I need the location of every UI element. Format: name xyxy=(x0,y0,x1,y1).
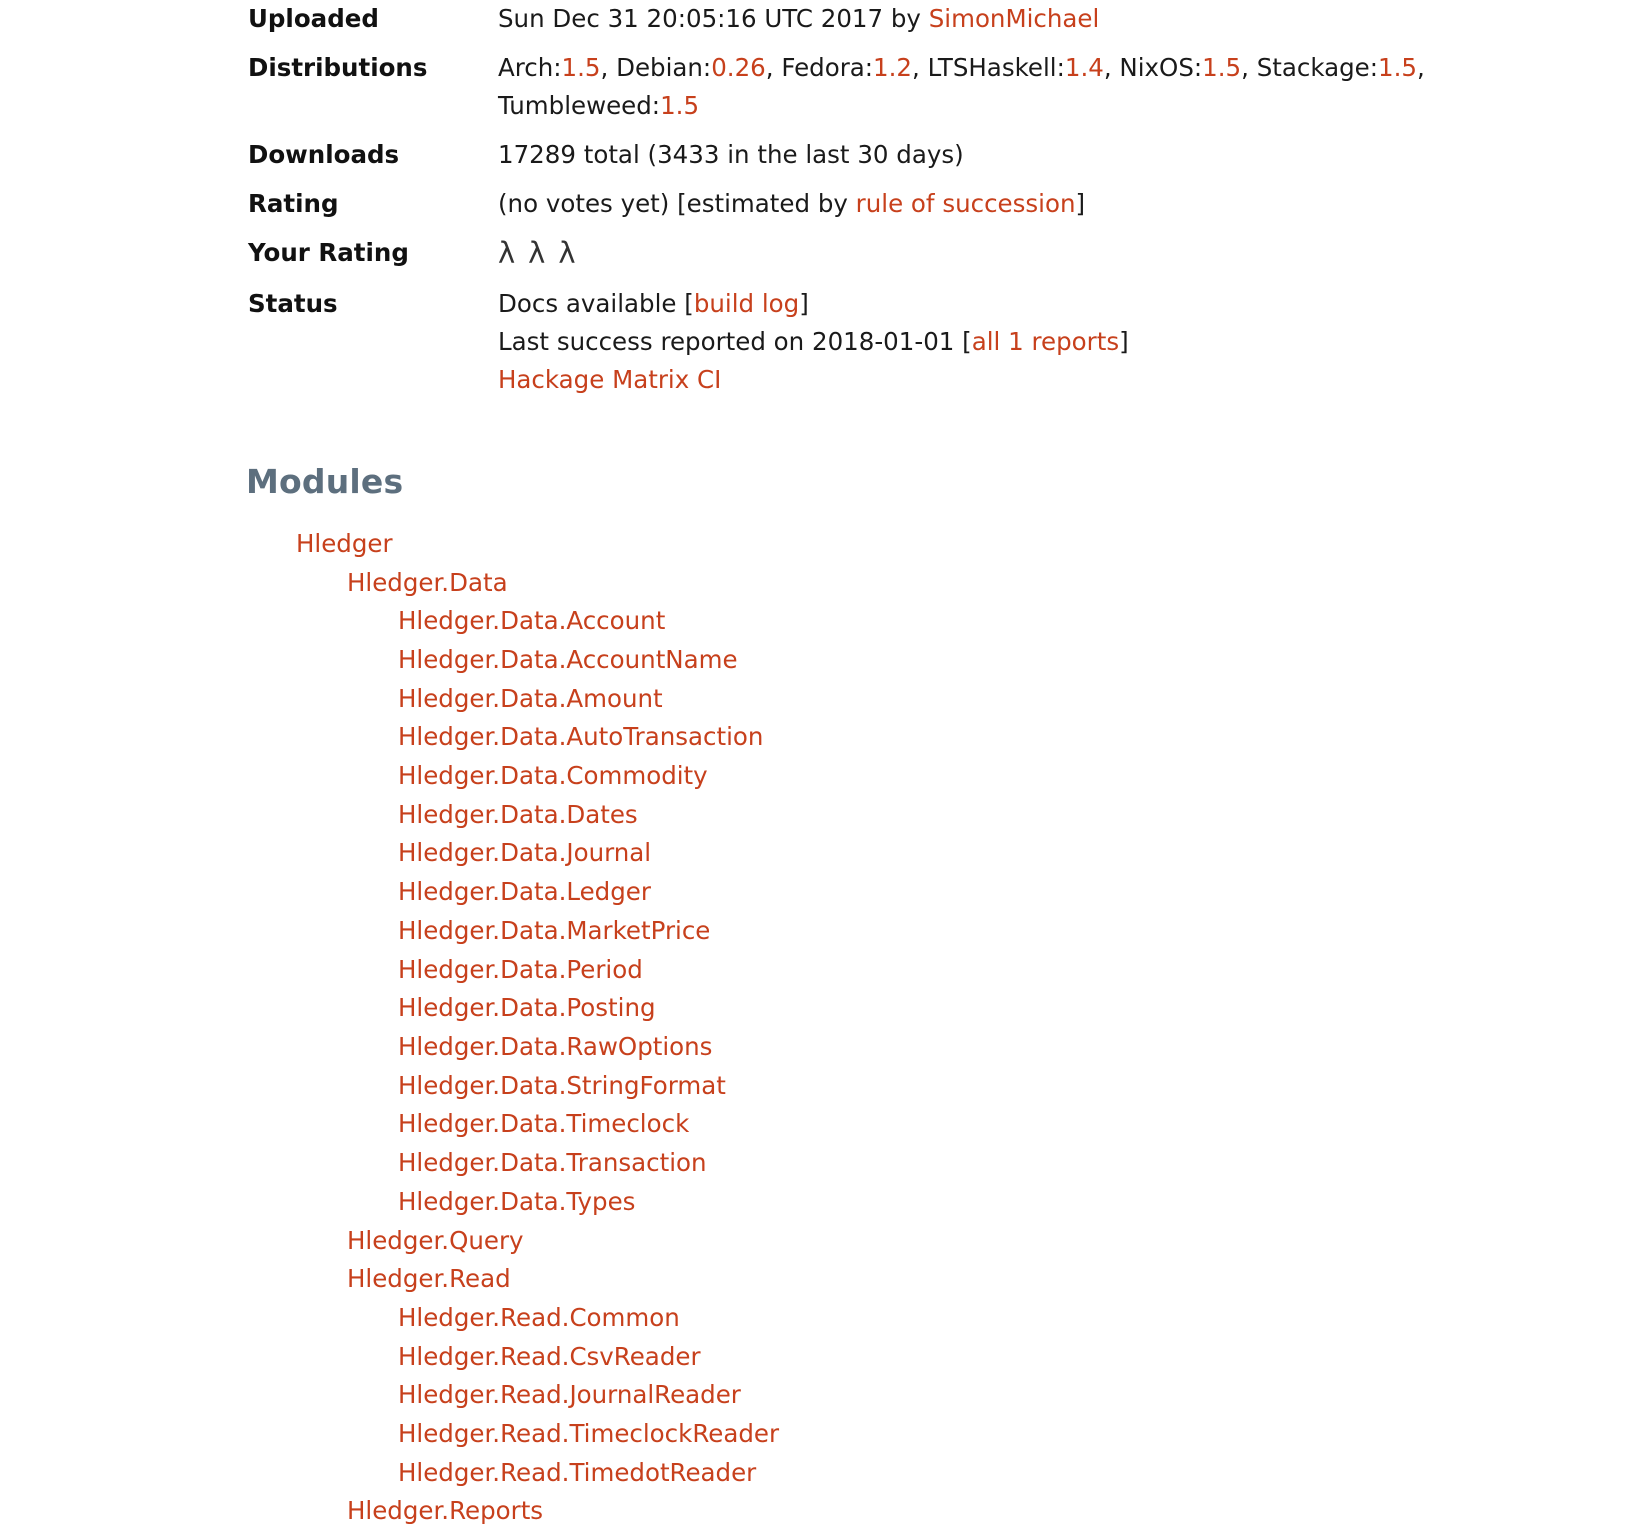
module-item xyxy=(398,602,1639,641)
module-item xyxy=(398,834,1639,873)
module-link-hledger-data-stringformat[interactable]: Hledger.Data.StringFormat xyxy=(398,1070,726,1100)
status-docs-line xyxy=(498,285,1588,323)
module-item xyxy=(398,718,1639,757)
dist-arch-version[interactable]: 1.5 xyxy=(561,52,601,82)
value-your-rating xyxy=(498,234,1588,285)
modules-heading: Modules xyxy=(246,461,404,501)
package-properties-table xyxy=(248,0,1588,410)
label-uploaded: Uploaded xyxy=(248,4,379,33)
modules-children-hledger xyxy=(296,564,1639,1531)
status-reports-after: ] xyxy=(1119,326,1129,356)
module-item-hledger-read xyxy=(347,1260,1639,1492)
label-distributions: Distributions xyxy=(248,52,428,82)
module-item xyxy=(398,1105,1639,1144)
module-link-hledger-data-posting[interactable]: Hledger.Data.Posting xyxy=(398,993,656,1023)
row-rating xyxy=(248,185,1588,234)
value-rating xyxy=(498,185,1588,234)
rating-stars xyxy=(498,234,589,271)
status-docs-after: ] xyxy=(799,288,809,318)
value-distributions xyxy=(498,49,1588,136)
uploader-link[interactable]: SimonMichael xyxy=(928,4,1100,33)
module-link-hledger-data-accountname[interactable]: Hledger.Data.AccountName xyxy=(398,644,738,674)
value-downloads: 17289 total (3433 in the last 30 days) xyxy=(498,139,964,169)
module-item-hledger-query xyxy=(347,1222,1639,1261)
dist-tumbleweed-name: Tumbleweed: xyxy=(498,90,661,120)
status-reports-before: Last success reported on 2018-01-01 [ xyxy=(498,326,972,356)
module-link-hledger-data-timeclock[interactable]: Hledger.Data.Timeclock xyxy=(398,1109,690,1139)
properties-body xyxy=(248,0,1588,410)
module-item xyxy=(398,1376,1639,1415)
dist-nixos-name: NixOS: xyxy=(1119,52,1203,82)
uploaded-text: Sun Dec 31 20:05:16 UTC 2017 by xyxy=(498,4,929,33)
module-item xyxy=(398,1067,1639,1106)
module-item-hledger-reports xyxy=(347,1492,1639,1531)
module-item xyxy=(398,1338,1639,1377)
module-link-hledger-read[interactable]: Hledger.Read xyxy=(347,1264,511,1294)
dist-sep-5: , xyxy=(1416,52,1425,82)
label-rating: Rating xyxy=(248,188,339,218)
module-item xyxy=(398,1415,1639,1454)
module-link-hledger-reports[interactable]: Hledger.Reports xyxy=(347,1496,544,1526)
row-uploaded xyxy=(248,0,1588,49)
module-item xyxy=(398,680,1639,719)
status-matrix-line xyxy=(498,361,1588,399)
dist-debian-version[interactable]: 0.26 xyxy=(711,52,766,82)
lambda-star-2[interactable]: λ xyxy=(528,235,559,270)
module-link-hledger-read-journalreader[interactable]: Hledger.Read.JournalReader xyxy=(398,1380,741,1410)
dist-fedora-name: Fedora: xyxy=(781,52,874,82)
module-link-hledger-read-common[interactable]: Hledger.Read.Common xyxy=(398,1302,680,1332)
module-link-hledger[interactable]: Hledger xyxy=(296,528,393,558)
dist-stackage-version[interactable]: 1.5 xyxy=(1377,52,1417,82)
module-item-hledger-data xyxy=(347,564,1639,1222)
modules-children-hledger-read xyxy=(347,1299,1639,1493)
module-link-hledger-read-timeclockreader[interactable]: Hledger.Read.TimeclockReader xyxy=(398,1419,780,1449)
rule-of-succession-link[interactable]: rule of succession xyxy=(855,188,1076,218)
module-item xyxy=(398,757,1639,796)
module-link-hledger-read-timedotreader[interactable]: Hledger.Read.TimedotReader xyxy=(398,1457,757,1487)
row-status xyxy=(248,285,1588,410)
dist-stackage-name: Stackage: xyxy=(1256,52,1378,82)
lambda-star-1[interactable]: λ xyxy=(498,235,529,270)
dist-nixos-version[interactable]: 1.5 xyxy=(1202,52,1242,82)
module-item xyxy=(398,989,1639,1028)
module-link-hledger-data-journal[interactable]: Hledger.Data.Journal xyxy=(398,838,652,868)
module-link-hledger-read-csvreader[interactable]: Hledger.Read.CsvReader xyxy=(398,1341,701,1371)
module-link-hledger-data-types[interactable]: Hledger.Data.Types xyxy=(398,1186,636,1216)
module-item xyxy=(398,1028,1639,1067)
module-link-hledger-data-rawoptions[interactable]: Hledger.Data.RawOptions xyxy=(398,1032,713,1061)
label-downloads: Downloads xyxy=(248,139,400,169)
module-item xyxy=(398,1183,1639,1222)
row-your-rating xyxy=(248,234,1588,285)
dist-ltshaskell-version[interactable]: 1.4 xyxy=(1064,52,1104,82)
label-your-rating: Your Rating xyxy=(248,237,409,267)
status-docs-before: Docs available [ xyxy=(498,288,694,318)
label-status: Status xyxy=(248,288,338,318)
module-link-hledger-data-transaction[interactable]: Hledger.Data.Transaction xyxy=(398,1148,707,1178)
module-link-hledger-data-commodity[interactable]: Hledger.Data.Commodity xyxy=(398,761,708,791)
module-item xyxy=(398,873,1639,912)
module-link-hledger-data-account[interactable]: Hledger.Data.Account xyxy=(398,606,666,636)
hackage-matrix-ci-link[interactable]: Hackage Matrix CI xyxy=(498,364,722,394)
build-log-link[interactable]: build log xyxy=(693,288,800,318)
dist-tumbleweed-version[interactable]: 1.5 xyxy=(660,90,700,120)
dist-sep-2: , xyxy=(912,52,928,82)
value-status xyxy=(498,285,1588,410)
all-reports-link[interactable]: all 1 reports xyxy=(971,326,1120,356)
module-item xyxy=(398,1144,1639,1183)
module-link-hledger-query[interactable]: Hledger.Query xyxy=(347,1225,524,1255)
module-link-hledger-data-period[interactable]: Hledger.Data.Period xyxy=(398,954,643,984)
module-item xyxy=(398,1299,1639,1338)
lambda-star-3[interactable]: λ xyxy=(558,235,589,270)
module-link-hledger-data-marketprice[interactable]: Hledger.Data.MarketPrice xyxy=(398,915,711,945)
status-reports-line xyxy=(498,323,1588,361)
dist-debian-name: Debian: xyxy=(616,52,712,82)
row-downloads xyxy=(248,136,1588,185)
module-item xyxy=(398,641,1639,680)
dist-fedora-version[interactable]: 1.2 xyxy=(873,52,913,82)
row-distributions xyxy=(248,49,1588,136)
module-item xyxy=(398,796,1639,835)
module-item xyxy=(398,951,1639,990)
module-link-hledger-data-autotransaction[interactable]: Hledger.Data.AutoTransaction xyxy=(398,722,764,752)
dist-ltshaskell-name: LTSHaskell: xyxy=(927,52,1065,82)
modules-tree xyxy=(0,525,1639,1531)
dist-sep-4: , xyxy=(1241,52,1257,82)
dist-sep-3: , xyxy=(1103,52,1120,82)
dist-sep-0: , xyxy=(600,52,617,82)
module-link-hledger-data-amount[interactable]: Hledger.Data.Amount xyxy=(398,683,663,713)
modules-children-hledger-data xyxy=(347,602,1639,1221)
module-item xyxy=(398,912,1639,951)
module-link-hledger-data[interactable]: Hledger.Data xyxy=(347,567,508,597)
module-item-hledger xyxy=(0,525,1639,1531)
module-link-hledger-data-dates[interactable]: Hledger.Data.Dates xyxy=(398,799,638,829)
module-link-hledger-data-ledger[interactable]: Hledger.Data.Ledger xyxy=(398,877,651,907)
rating-text-after: ] xyxy=(1075,188,1086,218)
module-item xyxy=(398,1454,1639,1493)
value-uploaded xyxy=(498,0,1588,49)
dist-sep-1: , xyxy=(765,52,782,82)
dist-arch-name: Arch: xyxy=(498,52,562,82)
rating-text-before: (no votes yet) [estimated by xyxy=(498,188,856,218)
